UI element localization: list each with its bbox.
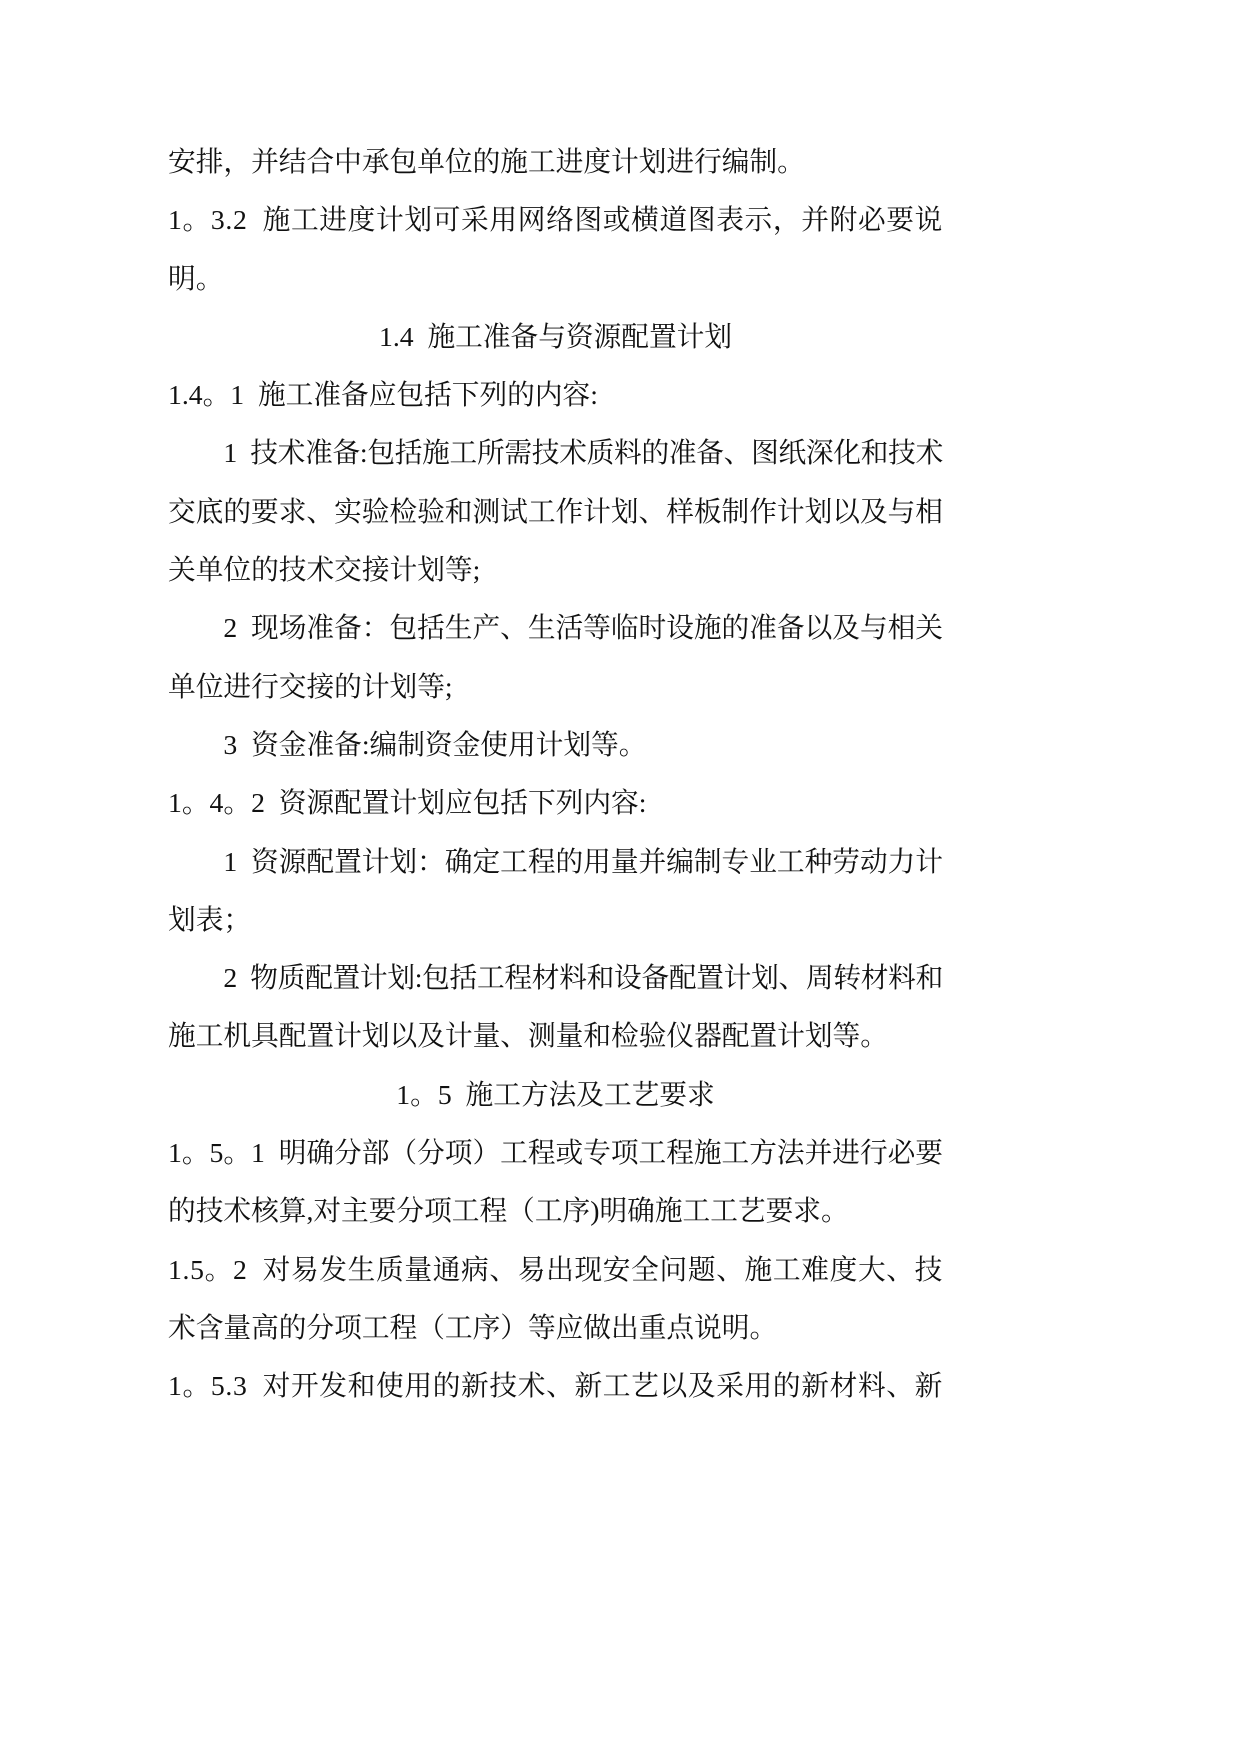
paragraph-continuation xyxy=(168,133,943,191)
clause-1-3-2 xyxy=(168,191,943,308)
list-item-line: 划表； xyxy=(168,903,252,935)
document-page xyxy=(168,133,943,1416)
clause-lead: 1.4。1 施工准备应包括下列的内容: xyxy=(168,379,598,411)
list-item-line: 1 技术准备:包括施工所需技术质料的准备、图纸深化和技术 xyxy=(223,437,943,469)
list-item-line: 1 资源配置计划：确定工程的用量并编制专业工种劳动力计 xyxy=(223,845,943,877)
list-item-line: 2 物质配置计划:包括工程材料和设备配置计划、周转材料和 xyxy=(223,962,943,994)
section-1-5 xyxy=(168,1066,943,1416)
clause-line: 1.5。2 对易发生质量通病、易出现安全问题、施工难度大、技 xyxy=(168,1253,943,1285)
list-item-line: 交底的要求、实验检验和测试工作计划、样板制作计划以及与相 xyxy=(168,495,943,527)
clause-line: 的技术核算,对主要分项工程（工序)明确施工工艺要求。 xyxy=(168,1195,849,1227)
clause-line: 明。 xyxy=(168,262,224,294)
section-1-4 xyxy=(168,308,943,1066)
clause-1-5-3 xyxy=(168,1357,943,1415)
clause-lead: 1。4。2 资源配置计划应包括下列内容: xyxy=(168,787,647,819)
clause-line: 术含量高的分项工程（工序）等应做出重点说明。 xyxy=(168,1311,778,1343)
list-item-technical-preparation xyxy=(168,424,943,599)
clause-1-5-2 xyxy=(168,1241,943,1358)
clause-line: 1。3.2 施工进度计划可采用网络图或横道图表示，并附必要说 xyxy=(168,204,943,236)
section-heading: 1.4 施工准备与资源配置计划 xyxy=(378,320,733,352)
list-item-line: 关单位的技术交接计划等; xyxy=(168,554,481,586)
list-item-line: 施工机具配置计划以及计量、测量和检验仪器配置计划等。 xyxy=(168,1020,888,1052)
list-item-material-allocation xyxy=(168,949,943,1066)
paragraph-line: 安排，并结合中承包单位的施工进度计划进行编制。 xyxy=(168,146,805,177)
section-heading: 1。5 施工方法及工艺要求 xyxy=(396,1078,715,1110)
list-item-line: 2 现场准备：包括生产、生活等临时设施的准备以及与相关 xyxy=(223,612,943,644)
list-item-line: 单位进行交接的计划等; xyxy=(168,670,453,702)
list-item-line: 3 资金准备:编制资金使用计划等。 xyxy=(223,728,647,760)
clause-line: 1。5。1 明确分部（分项）工程或专项工程施工方法并进行必要 xyxy=(168,1137,943,1169)
list-item-fund-preparation xyxy=(168,716,943,774)
clause-line: 1。5.3 对开发和使用的新技术、新工艺以及采用的新材料、新 xyxy=(168,1370,943,1402)
clause-1-4-2 xyxy=(168,774,943,1065)
list-item-site-preparation xyxy=(168,599,943,716)
list-item-resource-allocation xyxy=(168,833,943,950)
clause-1-4-1 xyxy=(168,366,943,774)
clause-1-5-1 xyxy=(168,1124,943,1241)
